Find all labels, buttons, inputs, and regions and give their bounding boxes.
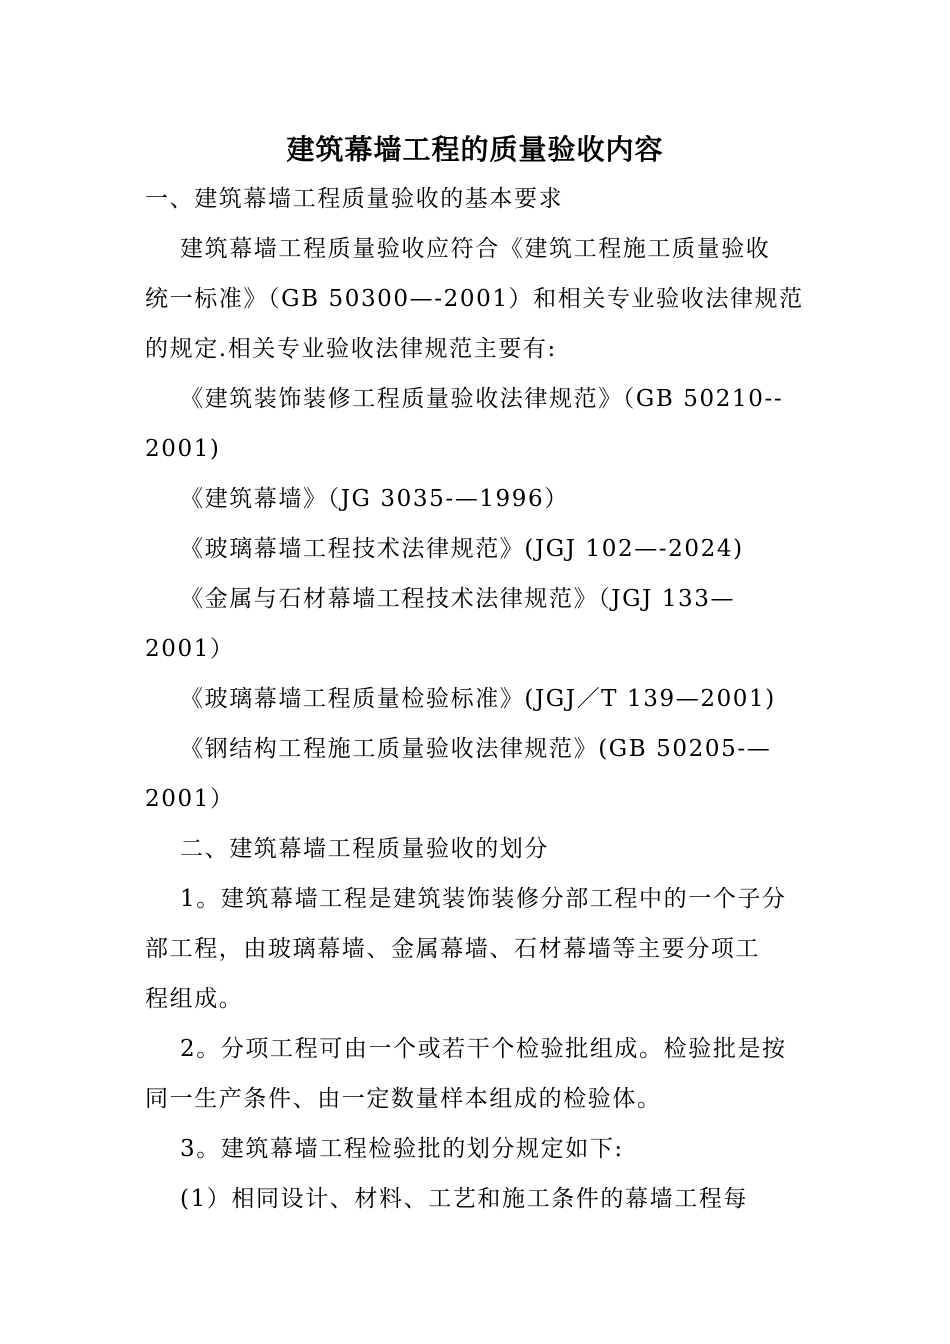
- standard-reference-line: 2001）: [145, 786, 235, 812]
- paragraph-line: 部工程，由玻璃幕墙、金属幕墙、石材幕墙等主要分项工: [145, 936, 760, 962]
- paragraph-line: 1。建筑幕墙工程是建筑装饰装修分部工程中的一个子分: [180, 886, 787, 912]
- paragraph-line: 3。建筑幕墙工程检验批的划分规定如下:: [180, 1136, 624, 1162]
- standard-reference-line: 《钢结构工程施工质量验收法律规范》(GB 50205-—: [180, 736, 772, 762]
- standard-reference-line: 《玻璃幕墙工程技术法律规范》(JGJ 102—-2024): [180, 536, 744, 562]
- section-heading-1: 一、建筑幕墙工程质量验收的基本要求: [145, 186, 564, 212]
- standard-reference-line: 《金属与石材幕墙工程技术法律规范》（JGJ 133—: [180, 586, 736, 612]
- standard-reference-line: 《建筑幕墙》（JG 3035-—1996）: [180, 486, 569, 512]
- standard-reference-line: 2001）: [145, 636, 235, 662]
- standard-reference-line: 《建筑装饰装修工程质量验收法律规范》（GB 50210--: [180, 386, 784, 412]
- paragraph-line: 同一生产条件、由一定数量样本组成的检验体。: [145, 1086, 662, 1112]
- document-title: 建筑幕墙工程的质量验收内容: [286, 133, 664, 166]
- paragraph-line: 的规定.相关专业验收法律规范主要有:: [145, 336, 557, 362]
- paragraph-line: (1）相同设计、材料、工艺和施工条件的幕墙工程每: [180, 1186, 749, 1212]
- section-heading-2: 二、建筑幕墙工程质量验收的划分: [180, 836, 549, 862]
- paragraph-line: 建筑幕墙工程质量验收应符合《建筑工程施工质量验收: [180, 236, 771, 262]
- paragraph-line: 统一标准》（GB 50300—-2001）和相关专业验收法律规范: [145, 286, 804, 312]
- standard-reference-line: 2001): [145, 436, 221, 462]
- paragraph-line: 程组成。: [145, 986, 244, 1012]
- standard-reference-line: 《玻璃幕墙工程质量检验标准》(JGJ／T 139—2001): [180, 686, 776, 712]
- paragraph-line: 2。分项工程可由一个或若干个检验批组成。检验批是按: [180, 1036, 787, 1062]
